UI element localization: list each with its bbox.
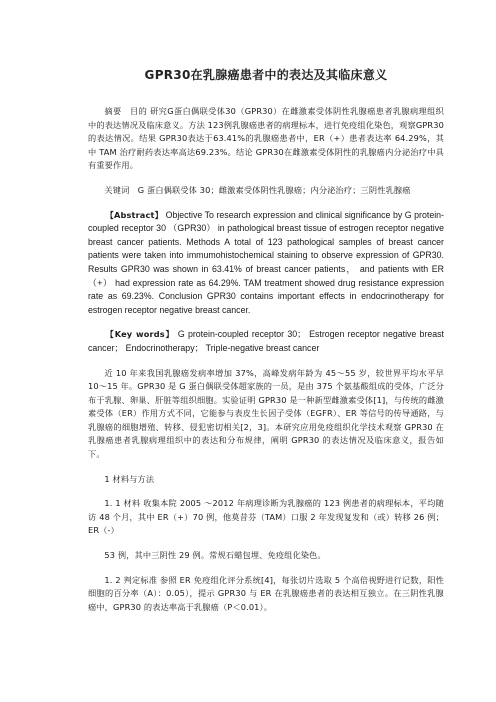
- keywords-cn: 关键词 G 蛋白偶联受体 30；雌激素受体阴性乳腺癌；内分泌治疗；三阴性乳腺癌: [104, 184, 411, 195]
- abstract-en-text: Objective To research expression and clinical significance by G protein-coupled receptor 30 （GPR30） in pathological breast tissue of estrogen receptor negative breast cancer patients. Methods A total of 123 pathological samples of breast cancer patients were taken into immumohistochemical staining to observe expression of GPR30. Results GPR30 was shown in 63.41% of breast cancer patients， and patients with ER（+） had expression rate as 64.29%. TAM treatment showed drug resistance expression rate as 69.23%. Conclusion GPR30 contains important effects in endocrinotherapy for estrogen receptor negative breast cancer.: [88, 209, 444, 315]
- section-heading: 1 材料与方法: [104, 473, 155, 484]
- intro-paragraph: 近 10 年来我国乳腺癌发病率增加 37%，高峰发病年龄为 45～55 岁，较世界平均水平早 10～15 年。GPR30 是 G 蛋白偶联受体超家族的一员，是由 375 个氨基酸组成的受体，广泛分布于乳腺、卵巢、肝脏等组织细胞。实验证明 GPR30 是一种新型雌激素受体[1]，与传统的雌激素受体（ER）作用方式不同，它能参与表皮生长因子受体（EGFR）、ER 等信号的传导通路，与乳腺癌的细胞增殖、转移、侵犯密切相关[2，3]。本研究应用免疫组织化学技术观察 GPR30 在乳腺癌患者乳腺病理组织中的表达和分布规律，阐明 GPR30 的表达情况及临床意义，报告如下。: [88, 367, 444, 460]
- materials-continued: 53 例，其中三阴性 29 例。常规石蜡包埋、免疫组化染色。: [104, 550, 326, 561]
- materials-paragraph: 1. 1 材料 收集本院 2005 ～2012 年病理诊断为乳腺癌的 123 例患者的病理标本，平均随访 48 个月，其中 ER（+）70 例，他莫昔芬（TAM）口服 2 年发现复发和（或）转移 26 例；ER（-）: [88, 498, 444, 536]
- page-title: GPR30在乳腺癌患者中的表达及其临床意义: [144, 68, 388, 82]
- keywords-en-label: 【Key words】: [105, 329, 175, 340]
- criteria-paragraph: 1. 2 判定标准 参照 ER 免疫组化评分系统[4]，每张切片选取 5 个高倍视野进行记数，阳性细胞的百分率（A）：0.05），提示 GPR30 与 ER 在乳腺癌患者的表达相互独立。在三阴性乳腺癌中，GPR30 的表达率高于乳腺癌（P＜0.01）。: [88, 574, 444, 612]
- abstract-en: [88, 209, 444, 318]
- keywords-en: [88, 328, 444, 355]
- abstract-cn: 摘要 目的 研究G蛋白偶联受体30（GPR30）在雌激素受体阴性乳腺癌患者乳腺病理组织中的表达情况及临床意义。方法 123例乳腺癌患者的病理标本，进行免疫组化染色，观察GPR30的表达情况。结果 GPR30表达于63.41%的乳腺癌患者中，ER（+）患者表达率 64.29%，其中 TAM 治疗耐药表达率高达69.23%。结论 GPR30在雌激素受体阴性的乳腺癌内分泌治疗中具有重要作用。: [88, 106, 444, 171]
- keywords-en-text: G protein-coupled receptor 30； Estrogen receptor negative breast cancer； Endocrinotherapy； Triple-negative breast cancer: [88, 329, 444, 353]
- abstract-en-label: 【Abstract】: [105, 209, 164, 220]
